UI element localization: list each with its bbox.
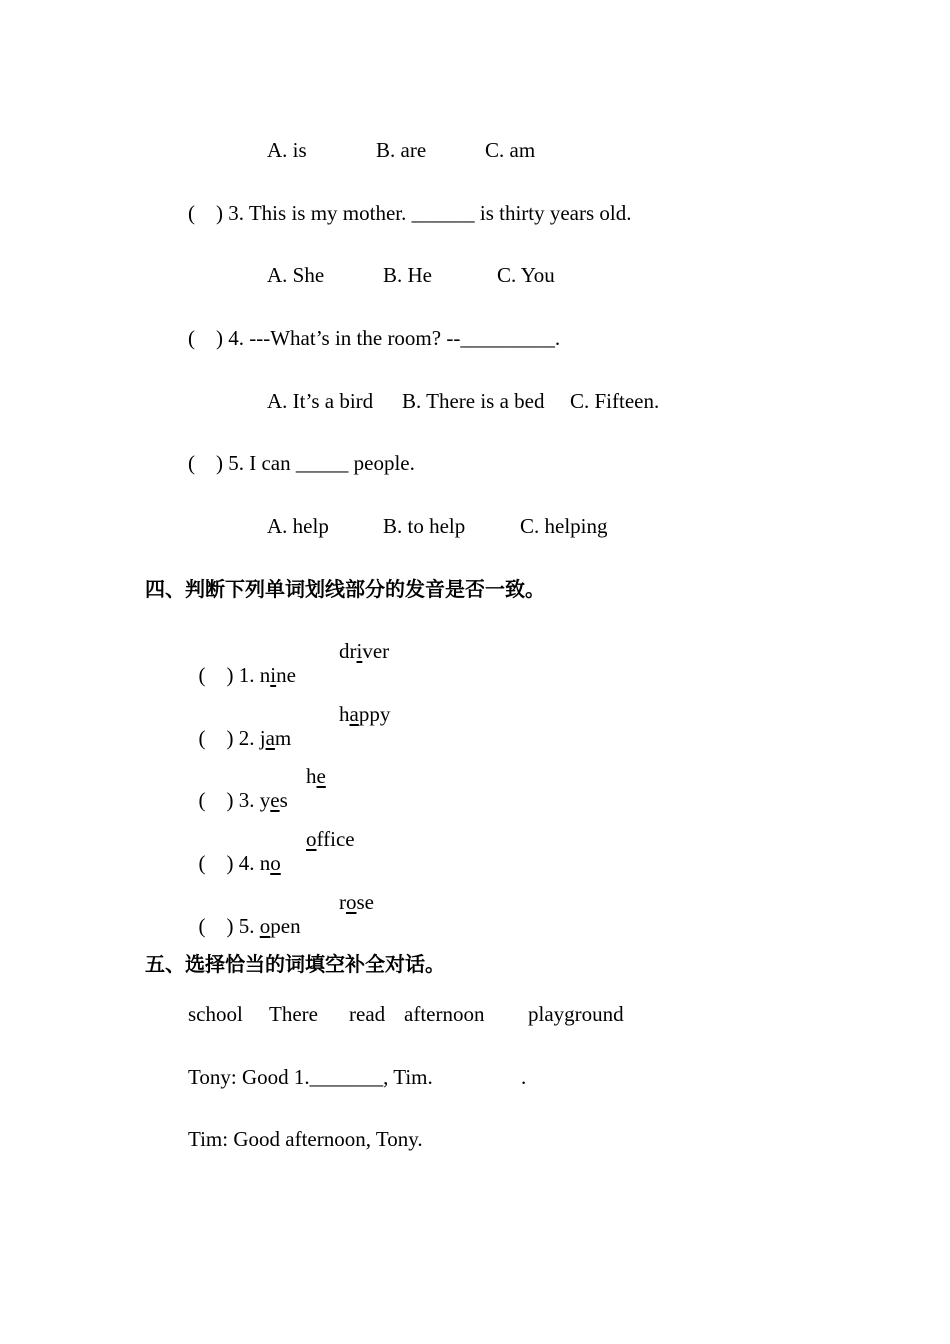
dialog-stray-period: . [521,1065,527,1089]
word-bank-school: school [188,1002,243,1026]
q3-option-a: A. She [267,263,325,287]
pronunciation-item-5-word2: rose [339,890,374,914]
word-bank-there: There [269,1002,318,1026]
pronunciation-item-4-word2: office [306,827,355,851]
pronunciation-item-3: ( ) 3. yes [198,788,288,812]
question-3: ( ) 3. This is my mother. ______ is thirty years old. [188,201,632,225]
q3-option-b: B. He [383,263,432,287]
word-bank-playground: playground [528,1002,624,1026]
q4-option-c: C. Fifteen. [570,389,660,413]
q4-option-b: B. There is a bed [402,389,545,413]
pronunciation-item-1: ( ) 1. nine [198,663,296,687]
pronunciation-item-4: ( ) 4. no [198,851,281,875]
question-4: ( ) 4. ---What’s in the room? --_________. [188,326,561,350]
pronunciation-item-2-word2: happy [339,702,391,726]
q3-option-c: C. You [497,263,555,287]
dialog-line-2: Tim: Good afternoon, Tony. [188,1127,423,1151]
q5-option-a: A. help [267,514,329,538]
dialog-line-1: Tony: Good 1._______, Tim. [188,1065,433,1089]
pronunciation-item-2: ( ) 2. jam [198,726,292,750]
q2-option-c: C. am [485,138,536,162]
word-bank-read: read [349,1002,386,1026]
section-4-title: 四、判断下列单词划线部分的发音是否一致。 [145,577,545,601]
q2-option-b: B. are [376,138,427,162]
section-5-title: 五、选择恰当的词填空补全对话。 [145,952,445,976]
q5-option-c: C. helping [520,514,608,538]
q2-option-a: A. is [267,138,307,162]
pronunciation-item-1-word2: driver [339,639,390,663]
question-5: ( ) 5. I can _____ people. [188,451,415,475]
pronunciation-item-5: ( ) 5. open [198,914,301,938]
q4-option-a: A. It’s a bird [267,389,374,413]
word-bank-afternoon: afternoon [404,1002,485,1026]
q5-option-b: B. to help [383,514,466,538]
pronunciation-item-3-word2: he [306,764,326,788]
